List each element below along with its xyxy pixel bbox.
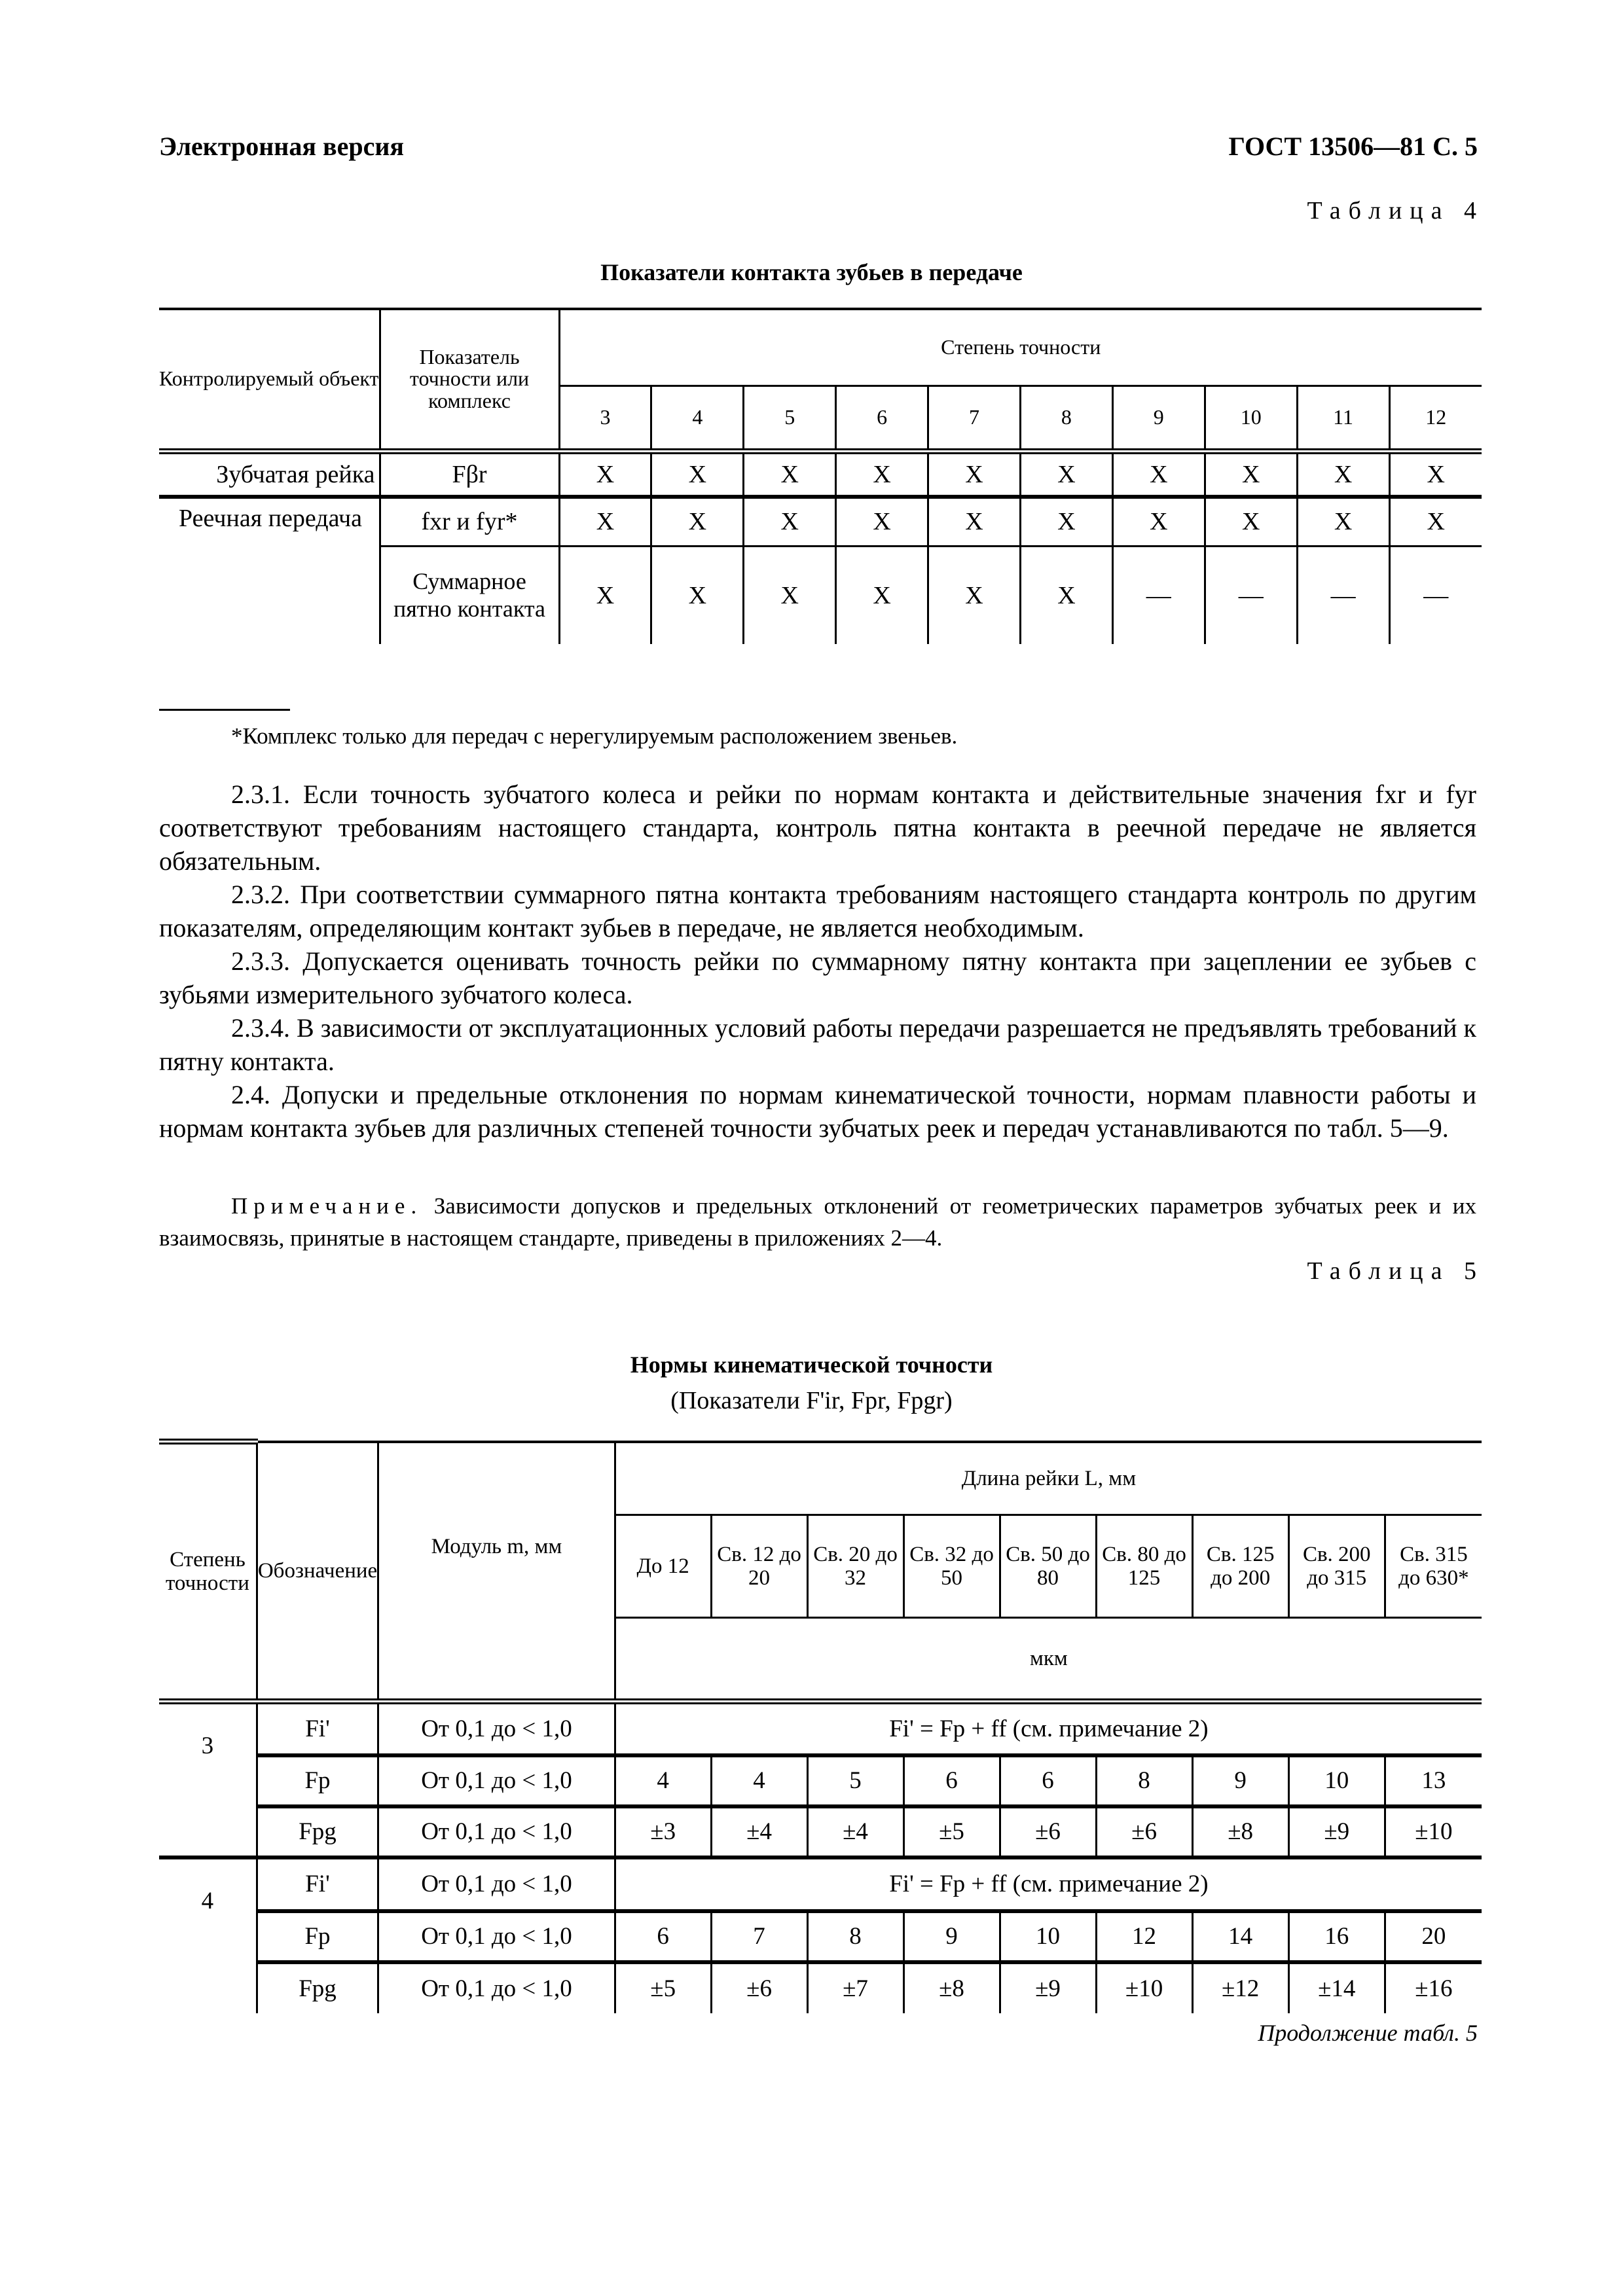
t4-degree-11: 11 xyxy=(1297,386,1389,451)
para-2-3-2: 2.3.2. При соответствии суммарного пятна контакта требованиям настоящего стандарта контроль по другим показателям, определяющим контакт зубьев в передаче, не является необходимым. xyxy=(159,880,1476,942)
table5-title: Нормы кинематической точности xyxy=(630,1352,993,1378)
para-2-3-1: 2.3.1. Если точность зубчатого колеса и рейки по нормам контакта и действительные значения fxr и fyr соответствуют требованиям настоящего стандарта, контроль пятна контакта в реечной передаче не является обязательным. xyxy=(159,780,1476,876)
footnote-rule xyxy=(159,709,290,711)
t5-length-col: Св. 315 до 630* xyxy=(1385,1515,1482,1618)
t4-object: Реечная передача xyxy=(159,497,380,644)
t4-cell: X xyxy=(1020,497,1112,546)
table4-label: Таблица 4 xyxy=(1307,197,1484,224)
t4-degree-10: 10 xyxy=(1205,386,1297,451)
t5-cell: 13 xyxy=(1385,1755,1482,1806)
t5-cell: ±8 xyxy=(1192,1806,1288,1857)
t5-cell: ±5 xyxy=(615,1962,711,2013)
t5-cell: ±7 xyxy=(807,1962,903,2013)
t5-cell: ±9 xyxy=(1288,1806,1385,1857)
note-label: Примечание. xyxy=(231,1193,423,1219)
t4-cell: — xyxy=(1297,546,1389,644)
t4-degree-4: 4 xyxy=(651,386,744,451)
t5-symbol: Fi' xyxy=(257,1857,378,1911)
t5-cell: 4 xyxy=(711,1755,807,1806)
t5-length-col: Св. 80 до 125 xyxy=(1096,1515,1192,1618)
t4-cell: X xyxy=(1112,451,1205,497)
t4-degree-8: 8 xyxy=(1020,386,1112,451)
t5-cell: 10 xyxy=(1288,1755,1385,1806)
t5-cell: ±10 xyxy=(1385,1806,1482,1857)
t4-cell: X xyxy=(559,451,651,497)
t4-cell: — xyxy=(1389,546,1482,644)
t5-length-col: До 12 xyxy=(615,1515,711,1618)
t4-degree-5: 5 xyxy=(744,386,836,451)
t5-cell: 16 xyxy=(1288,1911,1385,1962)
t5-cell: ±10 xyxy=(1096,1962,1192,2013)
t5-cell: ±6 xyxy=(1000,1806,1096,1857)
t5-cell: ±9 xyxy=(1000,1962,1096,2013)
t5-length-col: Св. 20 до 32 xyxy=(807,1515,903,1618)
t4-cell: X xyxy=(1297,497,1389,546)
table5 xyxy=(159,1439,1482,2013)
table4 xyxy=(159,308,1482,644)
t5-module: От 0,1 до < 1,0 xyxy=(378,1702,615,1755)
t4-cell: X xyxy=(1205,497,1297,546)
t5-cell: ±3 xyxy=(615,1806,711,1857)
t5-module: От 0,1 до < 1,0 xyxy=(378,1911,615,1962)
t4-cell: X xyxy=(928,497,1021,546)
t5-col-degree: Степень точности xyxy=(159,1442,257,1702)
para-2-3-4: 2.3.4. В зависимости от эксплуатационных условий работы передачи разрешается не предъявлять требований к пятну контакта. xyxy=(159,1013,1476,1076)
note-text: Зависимости допусков и предельных отклонений от геометрических параметров зубчатых реек и их взаимосвязь, принятые в настоящем стандарте, приведены в приложениях 2—4. xyxy=(159,1193,1476,1251)
t4-cell: X xyxy=(928,451,1021,497)
t5-degree: 3 xyxy=(159,1702,257,1857)
t4-cell: X xyxy=(651,546,744,644)
running-header-left: Электронная версия xyxy=(159,132,405,161)
t4-cell: X xyxy=(744,451,836,497)
t4-cell: X xyxy=(1205,451,1297,497)
t5-cell: ±12 xyxy=(1192,1962,1288,2013)
t5-col-module: Модуль m, мм xyxy=(378,1442,615,1702)
t5-symbol: Fpg xyxy=(257,1806,378,1857)
t5-cell: 9 xyxy=(1192,1755,1288,1806)
t5-length-col: Св. 12 до 20 xyxy=(711,1515,807,1618)
t4-indicator: Суммарное пятно контакта xyxy=(380,546,559,644)
t4-cell: X xyxy=(1389,497,1482,546)
t5-length-col: Св. 200 до 315 xyxy=(1288,1515,1385,1618)
table5-label: Таблица 5 xyxy=(1307,1257,1484,1285)
t4-cell: X xyxy=(836,451,928,497)
t4-cell: X xyxy=(836,497,928,546)
t4-indicator: fxr и fyr* xyxy=(380,497,559,546)
t4-cell: X xyxy=(1389,451,1482,497)
t5-module: От 0,1 до < 1,0 xyxy=(378,1962,615,2013)
t4-col-indicator: Показатель точности или комплекс xyxy=(380,309,559,451)
t4-cell: — xyxy=(1112,546,1205,644)
t5-cell: 5 xyxy=(807,1755,903,1806)
running-header-right: ГОСТ 13506—81 С. 5 xyxy=(1228,132,1478,161)
t4-cell: X xyxy=(836,546,928,644)
t4-degree-3: 3 xyxy=(559,386,651,451)
t5-cell: ±5 xyxy=(903,1806,1000,1857)
t4-cell: X xyxy=(651,451,744,497)
t4-footnote: *Комплекс только для передач с нерегулируемым расположением звеньев. xyxy=(231,723,958,749)
t5-module: От 0,1 до < 1,0 xyxy=(378,1755,615,1806)
t5-module: От 0,1 до < 1,0 xyxy=(378,1857,615,1911)
t5-cell: ±8 xyxy=(903,1962,1000,2013)
t5-formula: Fi' = Fp + ff (см. примечание 2) xyxy=(615,1857,1482,1911)
t4-cell: X xyxy=(1020,451,1112,497)
t5-cell: 6 xyxy=(903,1755,1000,1806)
t5-cell: ±6 xyxy=(711,1962,807,2013)
table4-title: Показатели контакта зубьев в передаче xyxy=(600,259,1023,285)
table5-continuation: Продолжение табл. 5 xyxy=(1258,2020,1478,2046)
t5-module: От 0,1 до < 1,0 xyxy=(378,1806,615,1857)
t5-col-length: Длина рейки L, мм xyxy=(615,1442,1482,1515)
t4-degree-9: 9 xyxy=(1112,386,1205,451)
t5-length-col: Св. 125 до 200 xyxy=(1192,1515,1288,1618)
t5-degree: 4 xyxy=(159,1857,257,2013)
t4-cell: X xyxy=(1297,451,1389,497)
t5-cell: 8 xyxy=(807,1911,903,1962)
t5-length-col: Св. 50 до 80 xyxy=(1000,1515,1096,1618)
t5-symbol: Fi' xyxy=(257,1702,378,1755)
t5-cell: 14 xyxy=(1192,1911,1288,1962)
t4-cell: X xyxy=(1112,497,1205,546)
t4-degree-6: 6 xyxy=(836,386,928,451)
t4-indicator: Fβr xyxy=(380,451,559,497)
t4-cell: X xyxy=(559,497,651,546)
para-2-4: 2.4. Допуски и предельные отклонения по нормам кинематической точности, нормам плавности работы и нормам контакта зубьев для различных степеней точности зубчатых реек и передач устанавливаются по табл. 5—9. xyxy=(159,1080,1476,1143)
t4-cell: X xyxy=(744,497,836,546)
table5-subtitle: (Показатели F'ir, Fpr, Fpgr) xyxy=(670,1387,953,1414)
t5-cell: ±4 xyxy=(807,1806,903,1857)
body-paragraphs xyxy=(159,778,1476,1145)
t5-cell: 8 xyxy=(1096,1755,1192,1806)
t5-cell: 6 xyxy=(615,1911,711,1962)
t5-cell: 6 xyxy=(1000,1755,1096,1806)
t5-cell: 20 xyxy=(1385,1911,1482,1962)
t4-degree-12: 12 xyxy=(1389,386,1482,451)
t5-col-symbol: Обозначение xyxy=(257,1442,378,1702)
t5-unit: мкм xyxy=(615,1618,1482,1702)
t5-cell: 12 xyxy=(1096,1911,1192,1962)
t5-length-col: Св. 32 до 50 xyxy=(903,1515,1000,1618)
t5-cell: ±6 xyxy=(1096,1806,1192,1857)
t5-cell: 9 xyxy=(903,1911,1000,1962)
t5-formula: Fi' = Fp + ff (см. примечание 2) xyxy=(615,1702,1482,1755)
t4-cell: X xyxy=(651,497,744,546)
t5-symbol: Fp xyxy=(257,1911,378,1962)
t5-symbol: Fpg xyxy=(257,1962,378,2013)
t4-cell: X xyxy=(928,546,1021,644)
t5-cell: ±14 xyxy=(1288,1962,1385,2013)
note xyxy=(159,1190,1476,1254)
t4-col-object: Контролируемый объект xyxy=(159,309,380,451)
t4-degree-7: 7 xyxy=(928,386,1021,451)
t5-symbol: Fp xyxy=(257,1755,378,1806)
t5-cell: ±4 xyxy=(711,1806,807,1857)
t5-cell: 7 xyxy=(711,1911,807,1962)
t4-object: Зубчатая рейка xyxy=(159,451,380,497)
t4-cell: X xyxy=(1020,546,1112,644)
t5-cell: ±16 xyxy=(1385,1962,1482,2013)
t4-cell: X xyxy=(559,546,651,644)
t4-cell: — xyxy=(1205,546,1297,644)
t5-cell: 10 xyxy=(1000,1911,1096,1962)
t4-col-degree: Степень точности xyxy=(559,309,1482,386)
para-2-3-3: 2.3.3. Допускается оценивать точность рейки по суммарному пятну контакта при зацеплении ее зубьев с зубьями измерительного зубчатого колеса. xyxy=(159,946,1476,1009)
t5-cell: 4 xyxy=(615,1755,711,1806)
t4-cell: X xyxy=(744,546,836,644)
